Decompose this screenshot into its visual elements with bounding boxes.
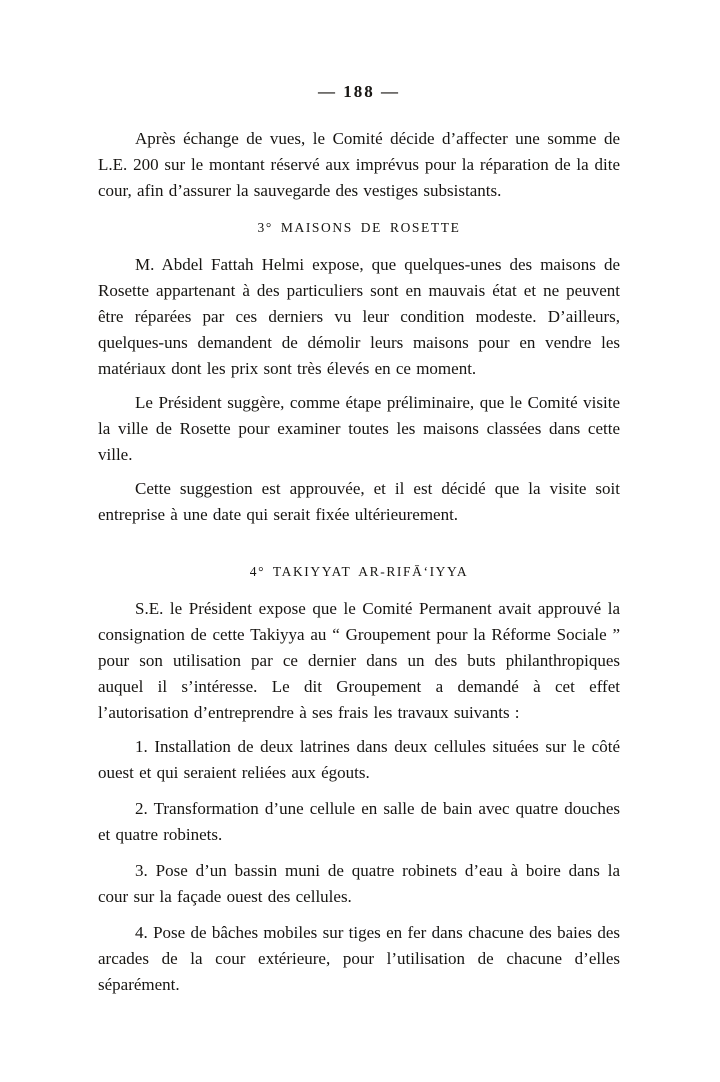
section-3-paragraph-1: M. Abdel Fattah Helmi expose, que quelques-unes des maisons de Rosette appartenant à des particuliers sont en mauvais état et ne peuvent être réparées par ces derniers vu leur condition modeste. D’ailleurs, quelques-uns demandent de démolir leurs maisons pour en vendre les matériaux dont les prix sont très élevés en ce moment. [98,255,620,378]
section-4-list-item-4: 4. Pose de bâches mobiles sur tiges en fer dans chacune des baies des arcades de la cour extérieure, pour l’utilisation de chacune d’elles séparément. [98,923,620,994]
paragraph-intro: Après échange de vues, le Comité décide d’affecter une somme de L.E. 200 sur le montant réservé aux imprévus pour la réparation de la dite cour, afin d’assurer la sauvegarde des vestiges subsistants. [98,129,620,200]
section-4-list-item-3: 3. Pose d’un bassin muni de quatre robinets d’eau à boire dans la cour sur la façade ouest des cellules. [98,861,620,906]
section-3-heading: 3° MAISONS DE ROSETTE [257,220,461,235]
section-3-paragraph-3: Cette suggestion est approuvée, et il est décidé que la visite soit entreprise à une date qui serait fixée ultérieurement. [98,479,620,524]
section-3-paragraph-2: Le Président suggère, comme étape préliminaire, que le Comité visite la ville de Rosette pour examiner toutes les maisons classées dans cette ville. [98,393,620,464]
page-number: — 188 — [318,82,400,101]
section-4-paragraph-1: S.E. le Président expose que le Comité Permanent avait approuvé la consignation de cette Takiyya au “ Groupement pour la Réforme Sociale ” pour son utilisation par ce dernier dans un des buts philanthropiques auquel il s’intéresse. Le dit Groupement a demandé à cet effet l’autorisation d’entreprendre à ses frais les travaux suivants : [98,599,620,722]
section-4-list-item-1: 1. Installation de deux latrines dans deux cellules situées sur le côté ouest et qui seraient reliées aux égouts. [98,737,620,782]
section-4-list-item-2: 2. Transformation d’une cellule en salle de bain avec quatre douches et quatre robinets. [98,799,620,844]
section-4-heading: 4° TAKIYYAT AR-RIFĀ‘IYYA [249,564,469,579]
